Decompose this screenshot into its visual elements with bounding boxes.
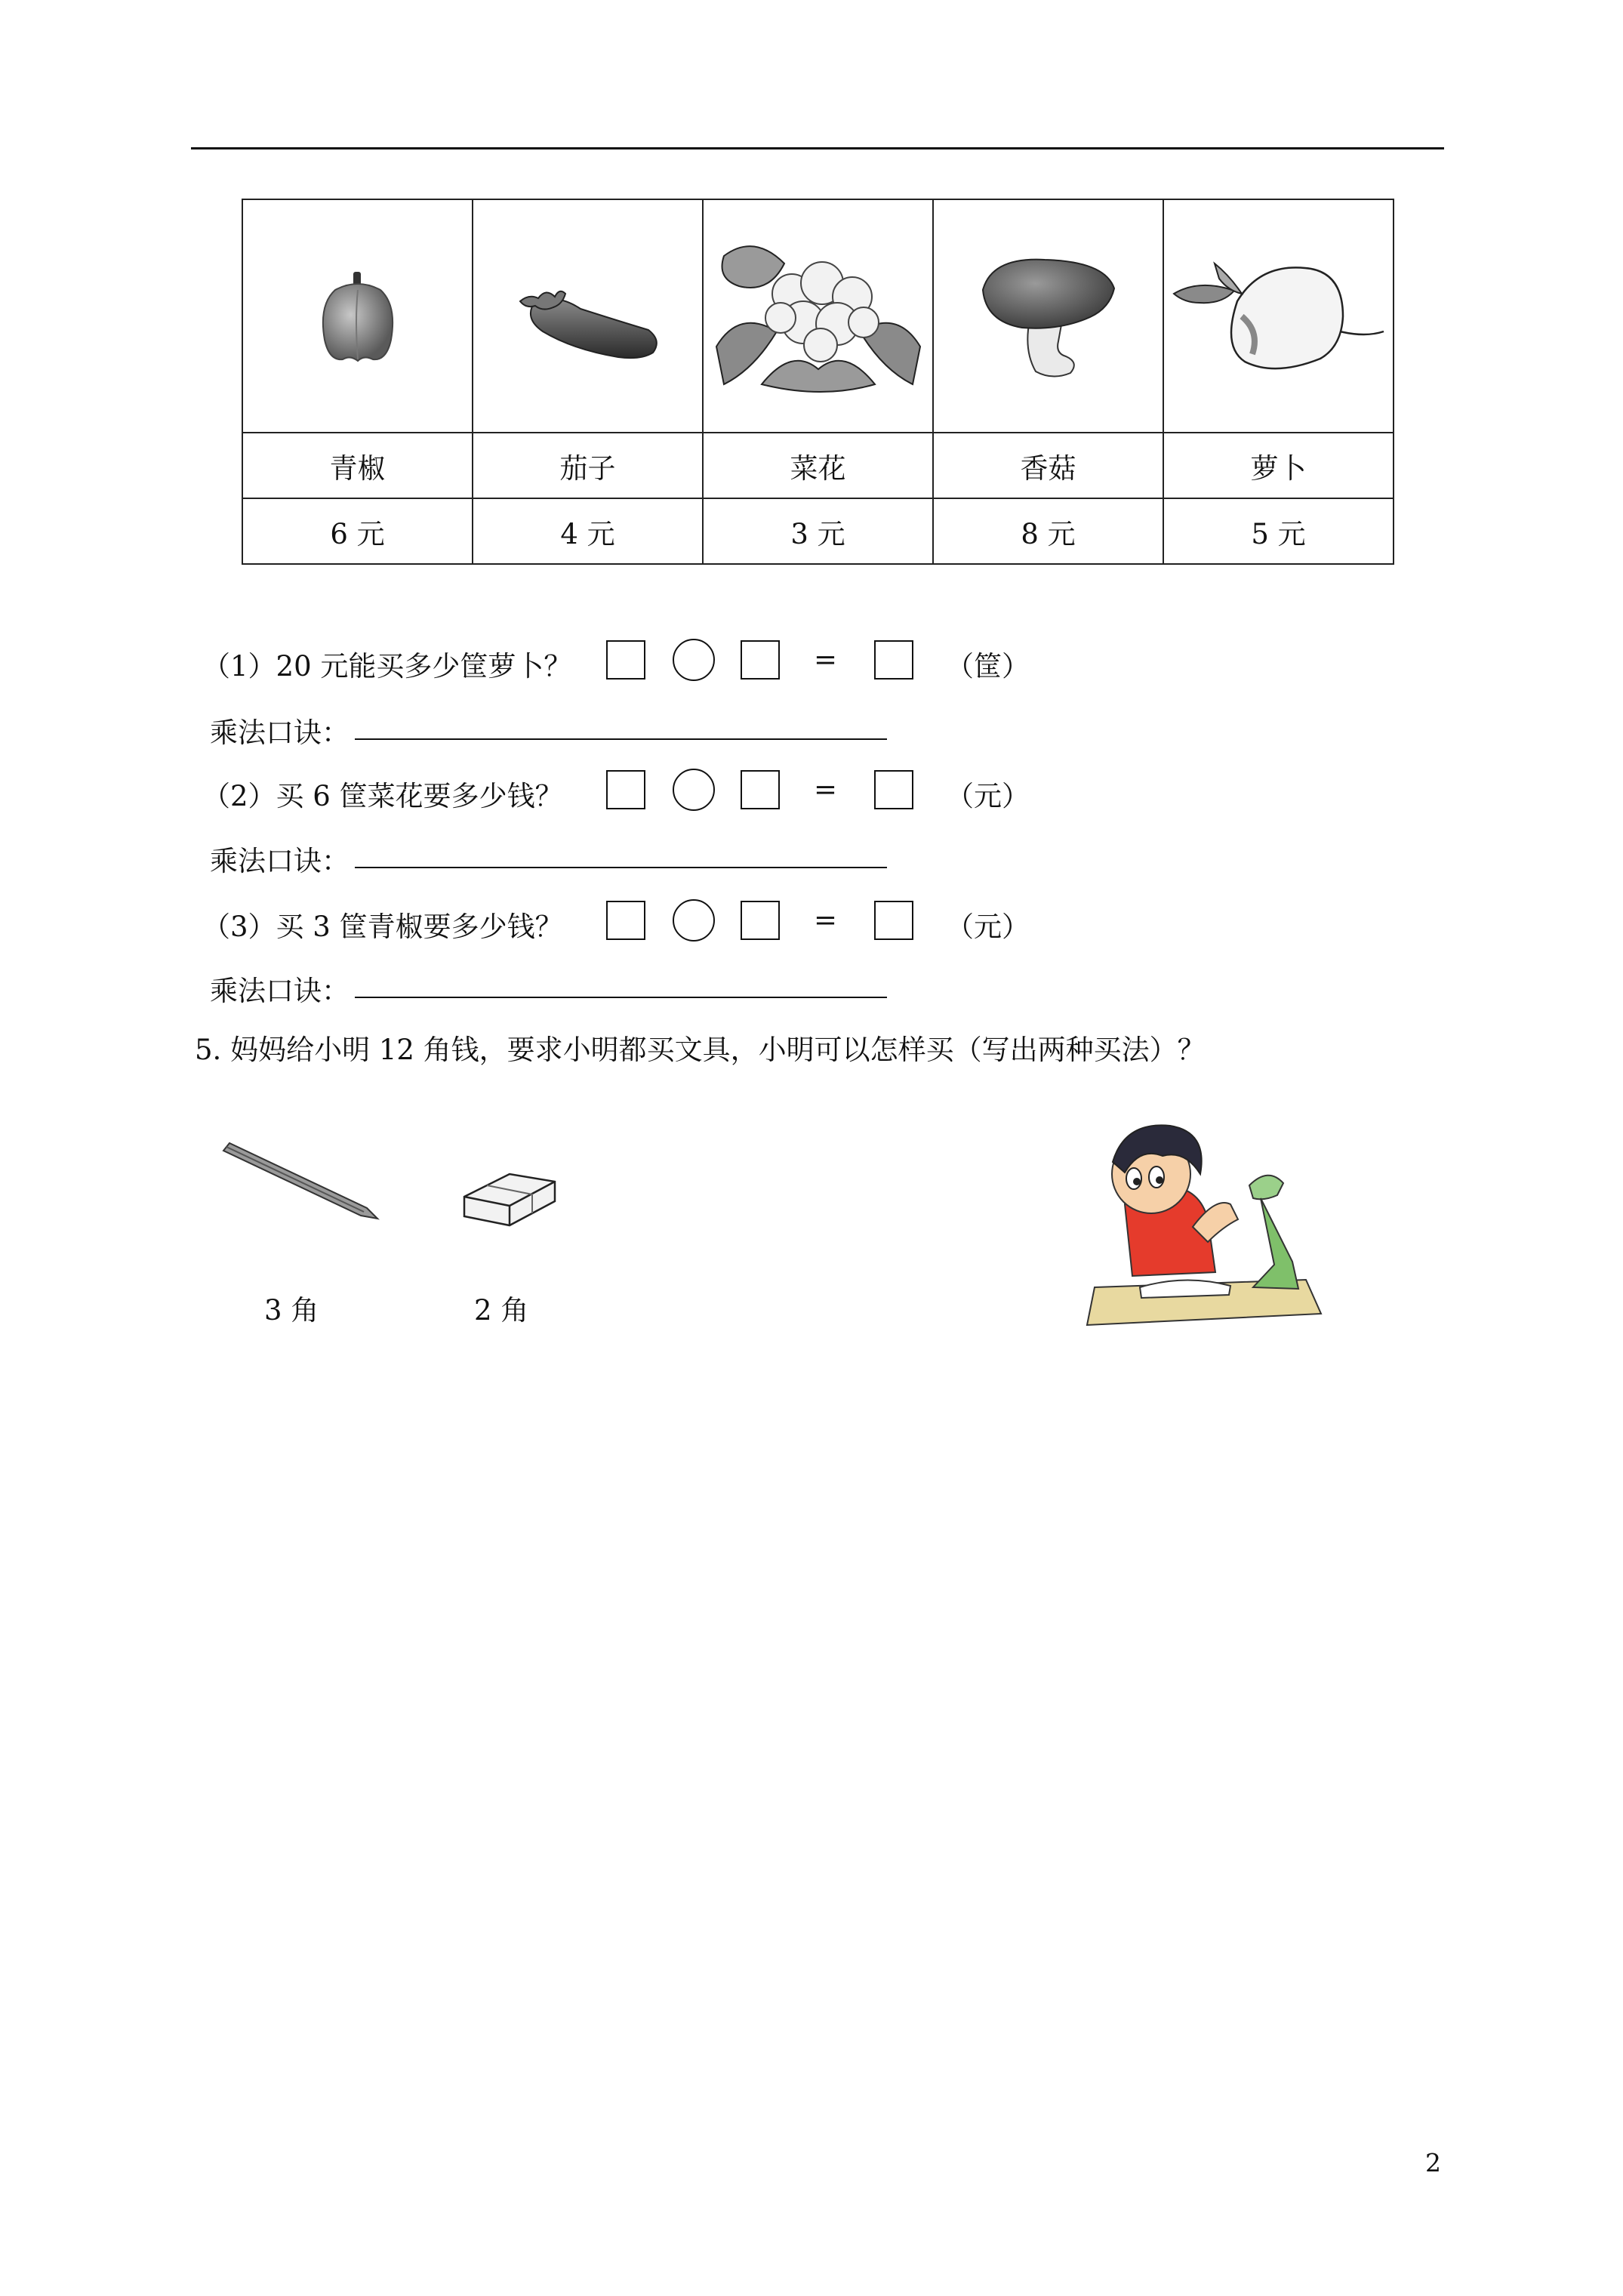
header-rule [191, 147, 1444, 149]
answer-box[interactable] [606, 901, 645, 940]
vegetable-name: 菜花 [703, 433, 933, 498]
question-5-text: 5. 妈妈给小明 12 角钱，要求小明都买文具，小明可以怎样买（写出两种买法）？ [195, 1034, 1206, 1066]
vegetable-price: 8 元 [933, 498, 1163, 564]
operator-circle[interactable] [673, 639, 715, 681]
question-3-text: （3）买 3 筐青椒要多少钱？ [202, 911, 563, 943]
green-pepper-icon [313, 267, 403, 365]
vegetable-price: 3 元 [703, 498, 933, 564]
radish-cell [1163, 199, 1394, 433]
mushroom-icon [977, 252, 1120, 381]
eggplant-cell [473, 199, 703, 433]
question-2-text: （2）买 6 筐菜花要多少钱？ [202, 780, 563, 812]
eraser-icon [457, 1166, 562, 1234]
vegetable-name: 青椒 [242, 433, 473, 498]
vegetable-price-table [242, 199, 1394, 565]
eggplant-icon [513, 271, 664, 362]
vegetable-name: 香菇 [933, 433, 1163, 498]
answer-box[interactable] [874, 770, 913, 809]
koujue-label: 乘法口诀： [210, 845, 350, 877]
answer-box[interactable] [741, 640, 780, 680]
answer-box[interactable] [606, 770, 645, 809]
answer-box[interactable] [874, 640, 913, 680]
koujue-answer-line[interactable] [355, 997, 887, 998]
radish-icon [1169, 248, 1388, 384]
pencil-price: 3 角 [264, 1294, 319, 1327]
unit-label: （筐） [946, 650, 1030, 683]
koujue-answer-line[interactable] [355, 867, 887, 868]
eraser-price: 2 角 [474, 1294, 529, 1327]
vegetable-price: 5 元 [1163, 498, 1394, 564]
cauliflower-cell [703, 199, 933, 433]
boy-studying-icon [1079, 1114, 1332, 1336]
equals-sign: = [814, 773, 838, 806]
unit-label: （元） [946, 911, 1030, 943]
mushroom-cell [933, 199, 1163, 433]
operator-circle[interactable] [673, 899, 715, 942]
question-1-text: （1）20 元能买多少筐萝卜？ [202, 650, 572, 683]
answer-box[interactable] [606, 640, 645, 680]
vegetable-price: 4 元 [473, 498, 703, 564]
equals-sign: = [814, 643, 838, 676]
green-pepper-cell [242, 199, 473, 433]
answer-box[interactable] [741, 770, 780, 809]
unit-label: （元） [946, 780, 1030, 812]
vegetable-price: 6 元 [242, 498, 473, 564]
koujue-label: 乘法口诀： [210, 975, 350, 1007]
pencil-icon [219, 1140, 385, 1223]
koujue-answer-line[interactable] [355, 738, 887, 740]
answer-box[interactable] [741, 901, 780, 940]
equals-sign: = [814, 904, 838, 936]
vegetable-name: 萝卜 [1163, 433, 1394, 498]
answer-box[interactable] [874, 901, 913, 940]
operator-circle[interactable] [673, 769, 715, 811]
koujue-label: 乘法口诀： [210, 717, 350, 749]
page-number: 2 [1425, 2148, 1441, 2177]
cauliflower-icon [709, 233, 928, 399]
vegetable-name: 茄子 [473, 433, 703, 498]
